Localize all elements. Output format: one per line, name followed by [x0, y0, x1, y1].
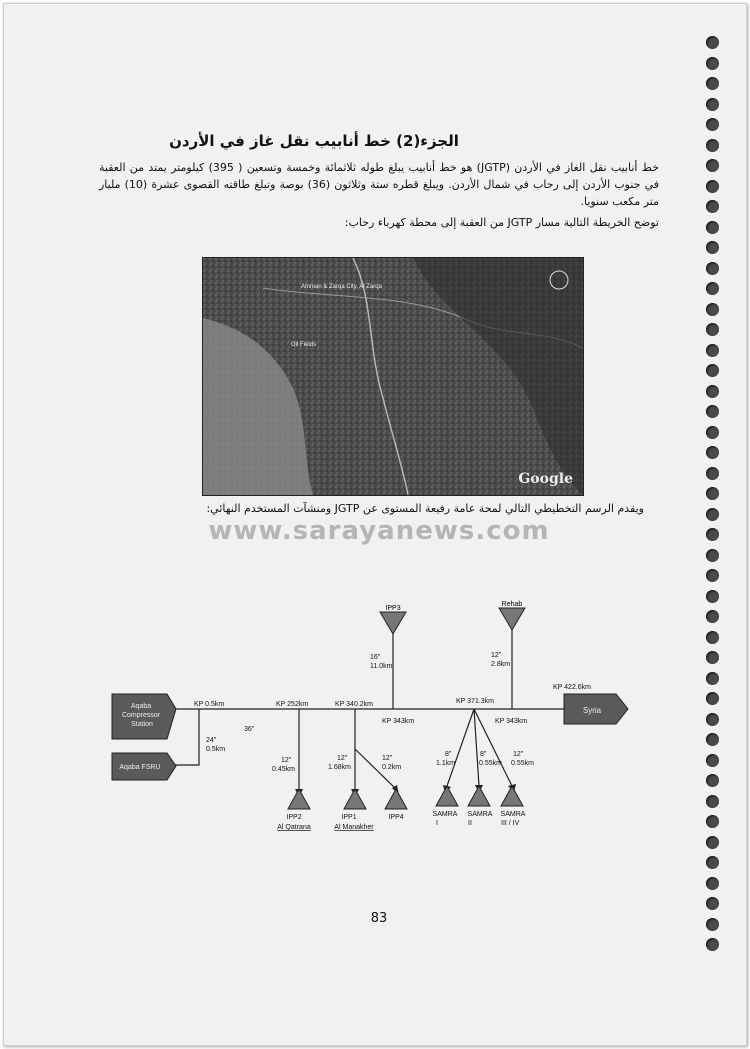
samra2-length-label: 0.55km — [479, 760, 502, 767]
binder-hole — [706, 692, 719, 705]
ipp4-name: IPP4 — [388, 814, 404, 821]
binder-hole — [706, 672, 719, 685]
binder-hole — [706, 221, 719, 234]
samra2-diameter-label: 8" — [480, 751, 487, 758]
page-number: 83 — [370, 911, 388, 926]
diagram-caption: ويقدم الرسم التخطيطي التالي لمحة عامة رفيعة المستوى عن JGTP ومنشآت المستخدم النهائي: — [206, 502, 644, 515]
ipp2-diameter-label: 12" — [281, 757, 292, 764]
binder-hole — [706, 364, 719, 377]
samra3-name: SAMRA — [500, 811, 526, 818]
binder-hole — [706, 118, 719, 131]
binder-hole — [706, 487, 719, 500]
binder-hole — [706, 938, 719, 951]
binder-hole — [706, 795, 719, 808]
ipp1-diameter-label: 12" — [337, 755, 348, 762]
ipp3-length-label: 11.0km — [370, 663, 393, 670]
samra3-triangle — [501, 786, 523, 806]
ipp4-length-label: 0.2km — [382, 764, 402, 771]
samra2-sub: II — [468, 820, 472, 827]
kp-label: KP 343km — [382, 718, 415, 725]
rehab-triangle — [499, 608, 525, 630]
ipp2-sub: Al Qatrana — [277, 824, 311, 831]
samra1-sub: I — [436, 820, 438, 827]
ipp1-triangle — [344, 789, 366, 809]
binder-hole — [706, 344, 719, 357]
kp-label: KP 371.3km — [456, 698, 495, 705]
binder-hole — [706, 98, 719, 111]
binder-hole — [706, 774, 719, 787]
binder-hole — [706, 426, 719, 439]
kp-label: KP 343km — [495, 718, 528, 725]
ipp3-triangle — [380, 612, 406, 634]
aqaba-fsru-label: Aqaba FSRU — [119, 764, 161, 771]
binder-hole — [706, 159, 719, 172]
binder-hole — [706, 405, 719, 418]
binder-hole — [706, 877, 719, 890]
binder-hole — [706, 467, 719, 480]
binder-hole — [706, 241, 719, 254]
binder-hole — [706, 836, 719, 849]
binder-hole — [706, 57, 719, 70]
samra2-triangle — [468, 786, 490, 806]
ipp2-name: IPP2 — [286, 814, 302, 821]
binder-holes — [706, 36, 726, 959]
rehab-length-label: 2.8km — [491, 661, 511, 668]
kp-label: KP 422.6km — [553, 684, 592, 691]
binder-hole — [706, 815, 719, 828]
binder-hole — [706, 446, 719, 459]
map-caption: توضح الخريطة التالية مسار JGTP من العقبة إلى محطة كهرباء رحاب: — [344, 216, 659, 229]
binder-hole — [706, 36, 719, 49]
google-logo: Google — [518, 471, 573, 487]
samra1-name: SAMRA — [432, 811, 458, 818]
syria-label: Syria — [582, 706, 602, 715]
ipp1-length-label: 1.68km — [328, 764, 351, 771]
binder-hole — [706, 549, 719, 562]
samra3-sub: III / IV — [501, 820, 520, 827]
main-diameter-label: 36" — [244, 726, 255, 733]
binder-hole — [706, 713, 719, 726]
binder-hole — [706, 200, 719, 213]
aqaba-compressor-label: Aqaba Compressor Station — [121, 703, 161, 728]
binder-hole — [706, 303, 719, 316]
binder-hole — [706, 754, 719, 767]
map-place-label-2: Oil Fields — [291, 342, 317, 348]
binder-hole — [706, 139, 719, 152]
ipp2-triangle — [288, 789, 310, 809]
binder-hole — [706, 733, 719, 746]
binder-hole — [706, 897, 719, 910]
binder-hole — [706, 856, 719, 869]
ipp4-triangle — [385, 789, 407, 809]
samra3-length-label: 0.55km — [511, 760, 534, 767]
binder-hole — [706, 569, 719, 582]
ipp1-sub: Al Manakher — [334, 824, 374, 831]
binder-hole — [706, 262, 719, 275]
section-title: الجزء(2) خط أنابيب نقل غاز في الأردن — [169, 132, 459, 150]
ipp1-name: IPP1 — [341, 814, 357, 821]
samra1-diameter-label: 8" — [445, 751, 452, 758]
ipp3-diameter-label: 16" — [370, 654, 381, 661]
binder-hole — [706, 651, 719, 664]
binder-hole — [706, 528, 719, 541]
ipp2-length-label: 0.45km — [272, 766, 295, 773]
ipp3-label: IPP3 — [385, 605, 401, 612]
binder-hole — [706, 508, 719, 521]
kp-label: KP 340.2km — [335, 701, 374, 708]
binder-hole — [706, 77, 719, 90]
fsru-link-line — [174, 709, 199, 765]
watermark: www.sarayanews.com — [208, 516, 550, 546]
binder-hole — [706, 385, 719, 398]
binder-hole — [706, 918, 719, 931]
map-place-label: Amman & Zarqa City, Al Zarqa — [301, 284, 382, 290]
intro-paragraph: خط أنابيب نقل الغاز في الأردن (JGTP) هو خط أنابيب يبلغ طوله ثلاثمائة وخمسة وتسعين ( 395) كيلومتر يمتد من العقبة في جنوب الأردن إلى رحاب في شمال الأردن. ويبلغ قطره ستة وثلاثون (36) بوصة وتبلغ طاقته القصوى عشرة (10) مليار متر مكعب سنويا. — [99, 161, 660, 208]
kp-label: KP 252km — [276, 701, 309, 708]
samra1-branch-line — [447, 709, 474, 786]
samra1-length-label: 1.1km — [436, 760, 456, 767]
rehab-label: Rehab — [501, 601, 523, 608]
pipeline-schematic — [4, 4, 746, 1045]
binder-hole — [706, 180, 719, 193]
binder-hole — [706, 590, 719, 603]
samra3-diameter-label: 12" — [513, 751, 524, 758]
binder-hole — [706, 631, 719, 644]
fsru-diameter-label: 24" — [206, 737, 217, 744]
document-page — [3, 3, 747, 1046]
binder-hole — [706, 323, 719, 336]
samra2-branch-line — [474, 709, 479, 786]
binder-hole — [706, 282, 719, 295]
rehab-diameter-label: 12" — [491, 652, 502, 659]
samra2-name: SAMRA — [467, 811, 493, 818]
binder-hole — [706, 610, 719, 623]
fsru-length-label: 0.5km — [206, 746, 226, 753]
kp-label: KP 0.5km — [194, 701, 225, 708]
samra1-triangle — [436, 786, 458, 806]
ipp4-diameter-label: 12" — [382, 755, 393, 762]
